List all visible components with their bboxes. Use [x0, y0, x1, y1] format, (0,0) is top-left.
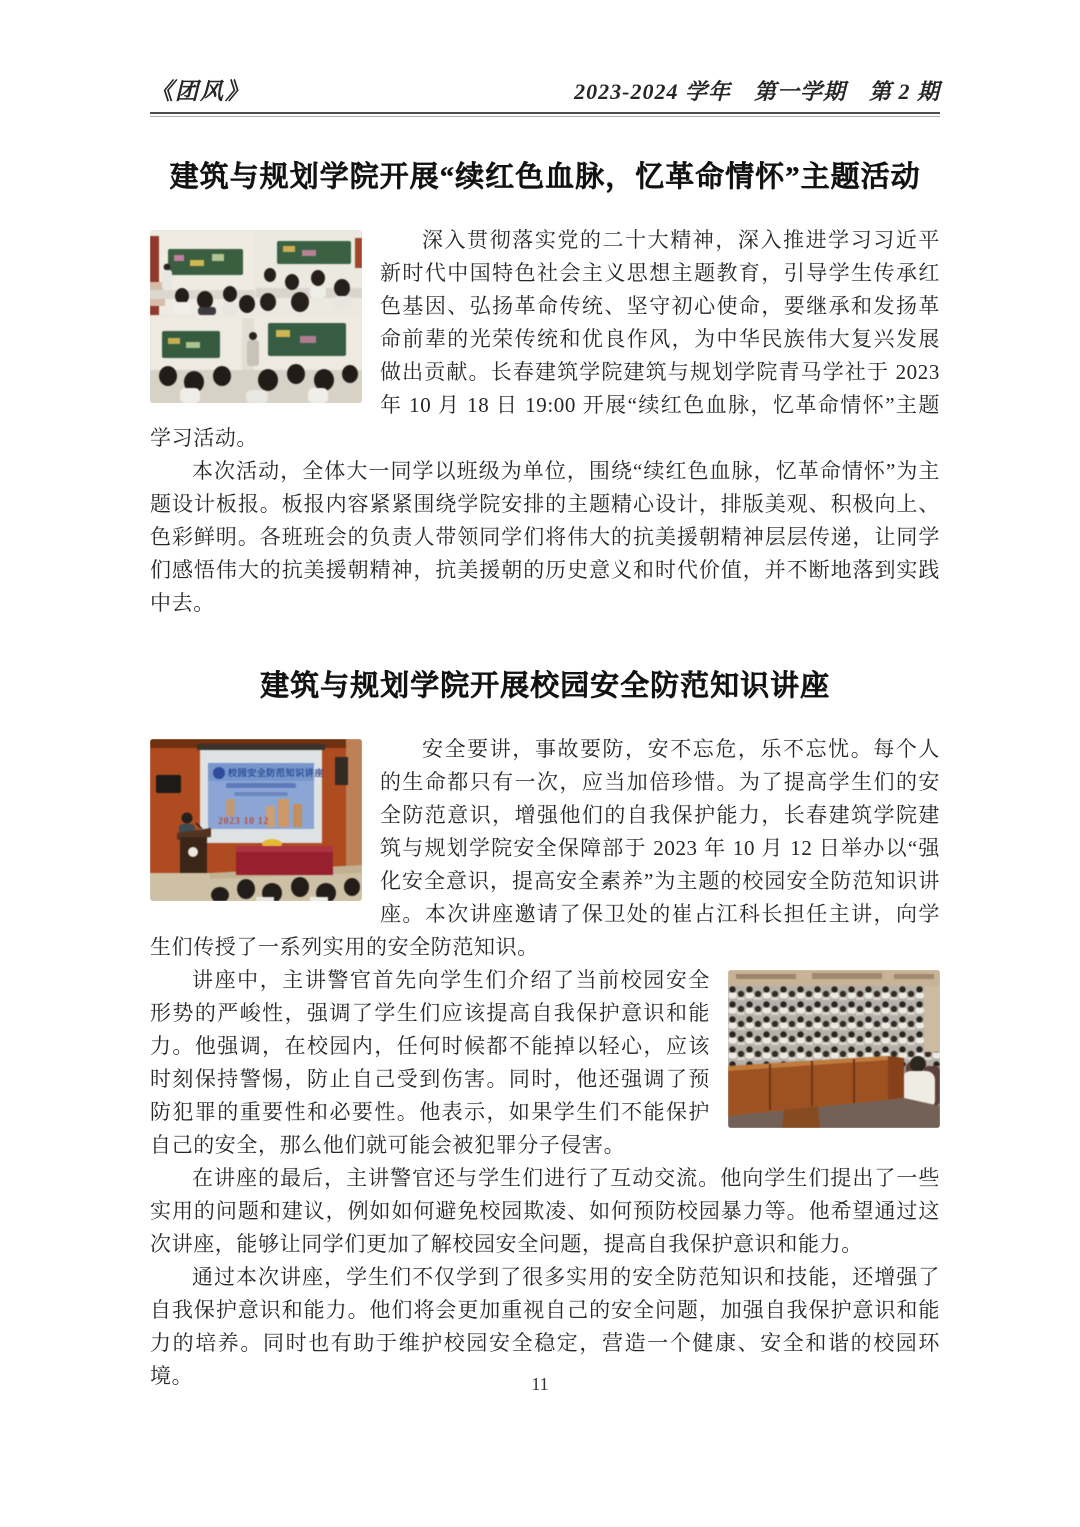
- article1-paragraph-1: 深入贯彻落实党的二十大精神，深入推进学习习近平新时代中国特色社会主义思想主题教育，引导学生传承红色基因、弘扬革命传统、坚守初心使命，要继承和发扬革命前辈的光荣传统和优良作风，为中华民族伟大复兴发展做出贡献。长春建筑学院建筑与规划学院青马学社于 2023 年 10 月 18 日 19:00 开展“续红色血脉，忆革命情怀”主题学习活动。: [150, 228, 940, 450]
- page-header: [150, 73, 940, 106]
- article2-title: 建筑与规划学院开展校园安全防范知识讲座: [259, 670, 830, 702]
- article2-paragraph-3: 在讲座的最后，主讲警官还与学生们进行了互动交流。他向学生们提出了一些实用的问题和建议，例如如何避免校园欺凌、如何预防校园暴力等。他希望通过这次讲座，能够让同学们更加了解校园安全问题，提高自我保护意识和能力。: [150, 1166, 940, 1256]
- article1-title: 建筑与规划学院开展“续红色血脉，忆革命情怀”主题活动: [169, 161, 921, 193]
- article2-paragraph-2: 讲座中，主讲警官首先向学生们介绍了当前校园安全形势的严峻性，强调了学生们应该提高自我保护意识和能力。他强调，在校园内，任何时候都不能掉以轻心，应该时刻保持警惕，防止自己受到伤害。同时，他还强调了预防犯罪的重要性和必要性。他表示，如果学生们不能保护自己的安全，那么他们就可能会被犯罪分子侵害。: [150, 964, 940, 1162]
- article1-paragraph-2: 本次活动，全体大一同学以班级为单位，围绕“续红色血脉，忆革命情怀”为主题设计板报。板报内容紧紧围绕学院安排的主题精心设计，排版美观、积极向上、色彩鲜明。各班班会的负责人带领同学们将伟大的抗美援朝精神层层传递，让同学们感悟伟大的抗美援朝精神，抗美援朝的历史意义和时代价值，并不断地落到实践中去。: [150, 459, 940, 615]
- article2-audience-photo: [728, 970, 940, 1128]
- article2-paragraph-4: 通过本次讲座，学生们不仅学到了很多实用的安全防范知识和技能，还增强了自我保护意识和能力。他们将会更加重视自己的安全问题，加强自我保护意识和能力的培养。同时也有助于维护校园安全稳定，营造一个健康、安全和谐的校园环境。: [150, 1265, 940, 1388]
- slide-date-text: 2023 10 12: [218, 816, 269, 827]
- journal-name: 《团风》: [150, 79, 250, 104]
- article2-body: [150, 733, 940, 1393]
- article2-paragraph-1: 安全要讲，事故要防，安不忘危，乐不忘忧。每个人的生命都只有一次，应当加倍珍惜。为了提高学生们的安全防范意识，增强他们的自我保护能力，长春建筑学院建筑与规划学院安全保障部于 2023 年 10 月 12 日举办以“强化安全意识，提高安全素养”为主题的校园安全防范知识讲座。本次讲座邀请了保卫处的崔占江科长担任主讲，向学生们传授了一系列实用的安全防范知识。: [150, 737, 940, 959]
- header-rule: [150, 112, 940, 117]
- article2-lecture-hall-photo: [150, 739, 362, 901]
- issue-info: 2023-2024 学年 第一学期 第 2 期: [574, 79, 940, 104]
- article1-body: [150, 224, 940, 620]
- page-number: 11: [531, 1374, 549, 1394]
- article1-classroom-collage-photo: [150, 230, 362, 403]
- slide-title-text: 校园安全防范知识讲座: [228, 768, 325, 778]
